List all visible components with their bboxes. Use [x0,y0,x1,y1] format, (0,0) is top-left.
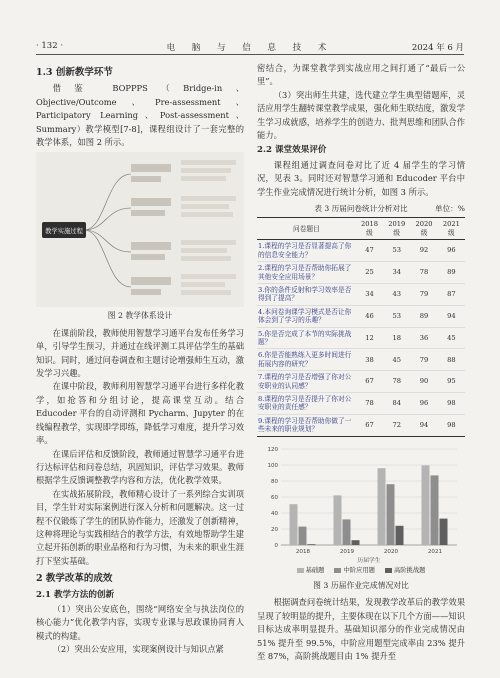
issue-date: 2024 年 6 月 [411,43,464,53]
paragraph: 在课前阶段，教师使用智慧学习通平台发布任务学习单，引导学生预习，并通过在线评测工具评估学生的基础知识。同时，通过问卷调查和主题讨论增强师生互动，激发学习兴趣。 [36,327,244,379]
section-2-heading: 2 教学改革的成效 [36,573,113,585]
bar [387,484,395,545]
value-cell: 79 [410,283,437,305]
survey-comparison-table [257,217,465,436]
table-row [257,262,465,284]
teaching-system-mindmap [36,152,244,307]
figure-3-caption: 图 3 历届作业完成情况对比 [313,581,409,590]
table-row [257,414,465,436]
paragraph: 密结合，为课堂教学到实战应用之间打通了“最后一公里”。 [257,63,465,87]
value-cell: 18 [383,327,410,349]
table-header-cell: 2021 级 [438,218,465,240]
value-cell: 78 [410,262,437,284]
value-cell: 47 [356,240,383,262]
paragraph: 根据调查问卷统计结果，发现教学改革后的教学效果呈现了较明显的提升，主要体现在以下几个方面——知识目标达成率明显提升。基础知识部分的作业完成情况由 51% 提升至 99.5%，中阶应用题型完成率由 23% 提升至 87%，高阶挑战题目由 1% 提升至 [257,597,465,662]
legend-swatch [297,568,304,573]
question-cell: 8.课程的学习是否提升了你对公安职业的责任感？ [257,392,356,414]
value-cell: 45 [383,349,410,371]
value-cell: 79 [410,349,437,371]
right-column [257,62,465,663]
bar [431,475,439,545]
value-cell: 88 [438,349,465,371]
table-3-unit: 单位：% [435,204,465,214]
value-cell: 84 [383,392,410,414]
table-header-row [257,218,465,240]
y-tick-label: 40 [271,510,278,517]
table-row [257,349,465,371]
y-tick-label: 120 [267,446,278,453]
bar [290,504,298,545]
table-row [257,240,465,262]
page-number: · 132 · [36,41,64,51]
question-cell: 7.课程的学习是否增强了你对公安职业的认同感？ [257,371,356,393]
left-column [36,62,244,657]
bar [378,468,386,545]
table-header-cell: 2020 级 [410,218,437,240]
journal-name: 电 脑 与 信 息 技 术 [166,43,334,53]
section-2-1-heading: 2.1 教学方法的创新 [36,589,115,600]
value-cell: 89 [410,305,437,327]
table-row [257,305,465,327]
value-cell: 78 [356,392,383,414]
value-cell: 53 [383,305,410,327]
section-2-2-heading: 2.2 课堂效果评价 [257,145,327,156]
value-cell: 78 [383,371,410,393]
question-cell: 6.你是否能熟练入更多时间进行拓展内容的研究？ [257,349,356,371]
running-header [36,38,464,55]
paragraph: 在课中阶段，教师利用智慧学习通平台进行多样化教学，如抢答和分组讨论，提高课堂互动。结合 Educoder 平台的自动评测和 Pycharm、Jupyter 的在线编程教学，实现即学即练，降低学习难度，提升学习效率。 [36,381,244,446]
bar [308,544,316,545]
bar [299,526,307,544]
paragraph: 课程组通过调查问卷对比了近 4 届学生的学习情况，见表 3。同时还对智慧学习通和 Educoder 平台中学生作业完成情况进行统计分析，如图 3 所示。 [257,159,465,197]
value-cell: 96 [438,240,465,262]
paragraph: 在课后评估和反馈阶段，教师通过智慧学习通平台进行达标评估和问卷总结，巩固知识，评估学习效果。教师根据学生反馈调整教学内容和方法，优化教学效果。 [36,448,244,486]
legend-item [334,564,374,577]
table-header-cell: 2018 级 [356,218,383,240]
question-cell: 2.课程的学习是否帮助你拓展了其他安全应用场景？ [257,262,356,284]
value-cell: 96 [410,392,437,414]
y-tick-label: 20 [271,526,278,533]
table-row [257,327,465,349]
table-row [257,392,465,414]
assignment-completion-chart [257,441,465,566]
value-cell: 36 [410,327,437,349]
value-cell: 72 [383,414,410,436]
y-tick-label: 0 [274,542,278,549]
paragraph: （3）突出师生共建，选代建立学生典型错题库，灵活应用学生翻转课堂教学成果，强化师生联结度，激发学生学习成就感，培养学生的创造力、批判思维和团队合作能力。 [257,89,465,141]
value-cell: 34 [356,283,383,305]
legend-label: 基础题 [305,566,325,574]
value-cell: 94 [410,414,437,436]
question-cell: 3.你的条件反射和学习效率是否得到了提高？ [257,283,356,305]
chart-legend [257,564,465,577]
table-row [257,371,465,393]
table-header-cell: 2019 级 [383,218,410,240]
paragraph: （1）突出公安底色，围绕“网络安全与执法岗位的核心能力”优化教学内容，实现专业课与思政课协同育人模式的构建。 [36,603,244,641]
value-cell: 45 [438,327,465,349]
value-cell: 67 [356,371,383,393]
value-cell: 92 [410,240,437,262]
table-3-title: 表 3 历届问卷统计分析对比 [314,204,408,214]
y-tick-label: 100 [267,462,278,469]
table-header-cell: 问卷题目 [257,218,356,240]
y-tick-label: 80 [271,478,278,485]
value-cell: 34 [383,262,410,284]
legend-item [385,564,425,577]
paragraph: 在实战拓展阶段，教师精心设计了一系列综合实训项目，学生针对实际案例进行深入分析和问题解决。这一过程不仅锻炼了学生的团队协作能力，还激发了创新精神，这种将理论与实践相结合的教学方法，有效地帮助学生建立起开拓创新的职业品格和行为习惯，为未来的职业生涯打下坚实基础。 [36,488,244,566]
value-cell: 94 [438,305,465,327]
table-row [257,283,465,305]
x-tick-label: 2018 [295,548,311,555]
x-axis-label: 历届学生 [357,557,381,564]
value-cell: 90 [410,371,437,393]
value-cell: 12 [356,327,383,349]
value-cell: 43 [383,283,410,305]
value-cell: 38 [356,349,383,371]
value-cell: 87 [438,283,465,305]
value-cell: 67 [356,414,383,436]
x-tick-label: 2021 [427,548,443,555]
value-cell: 53 [383,240,410,262]
x-tick-label: 2019 [339,548,355,555]
bar [343,519,351,545]
question-cell: 9.课程的学习是否帮助你做了一些未来的职业规划？ [257,414,356,436]
question-cell: 5.你是否完成了本节的实际挑战题？ [257,327,356,349]
bar [352,540,360,545]
value-cell: 98 [438,392,465,414]
value-cell: 46 [356,305,383,327]
table-body [257,240,465,436]
table-3-caption-row [257,202,465,215]
bar [334,495,342,545]
paragraph: （2）突出公安应用，实现案例设计与知识点紧 [52,644,224,655]
legend-item [297,564,325,577]
question-cell: 1.课程的学习是否显著提高了你的信息安全能力？ [257,240,356,262]
y-tick-label: 60 [271,494,278,501]
figure-2-caption: 图 2 教学体系设计 [107,311,173,321]
value-cell: 89 [438,262,465,284]
legend-label: 中阶应用题 [343,566,375,574]
bar [422,465,430,545]
value-cell: 98 [438,414,465,436]
legend-swatch [334,568,341,573]
value-cell: 95 [438,371,465,393]
bar [440,518,448,544]
value-cell: 25 [356,262,383,284]
paragraph: 借鉴 BOPPPS（Bridge-in、Objective/Outcome、Pre-assessment、Participatory Learning、Post-assessment、Summary）教学模型[7-8]，课程组设计了一套完整的教学体系，如图 2 所示。 [36,83,244,148]
legend-swatch [385,568,392,573]
legend-label: 高阶挑战题 [393,566,426,574]
question-cell: 4.本问卷询课学习模式是否让你体会到了学习的乐趣？ [257,305,356,327]
x-tick-label: 2020 [383,548,399,555]
section-1-3-heading: 1.3 创新教学环节 [36,67,113,78]
bar [396,525,404,544]
diagram-center-label: 教学实施过程 [45,228,83,236]
